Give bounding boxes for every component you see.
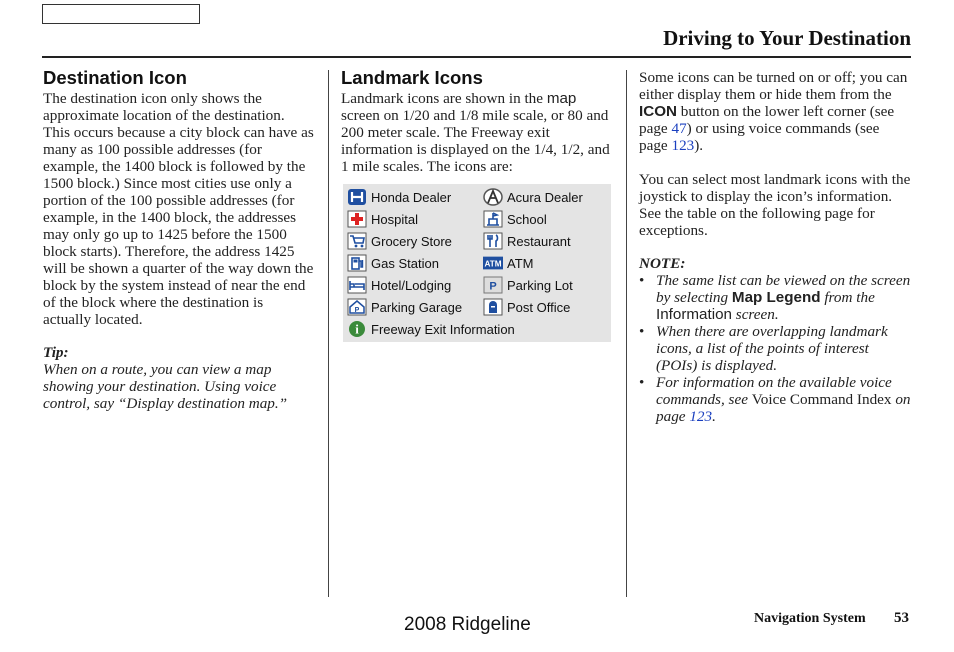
note-text: on page xyxy=(656,391,911,425)
column-divider-left xyxy=(328,70,329,597)
icon-label: Grocery Store xyxy=(371,233,452,249)
icon-label: Honda Dealer xyxy=(371,189,452,205)
landmark-intro-text-2: screen on 1/20 and 1/8 mile scale, or 80 and 200 meter scale. The Freeway exit information is displayed on the 1/4, 1/2, and 1 mile scales. The icons are: xyxy=(341,107,610,175)
page-title: Driving to Your Destination xyxy=(663,26,911,50)
icon-label: Hospital xyxy=(371,211,418,227)
page-link-123[interactable]: 123 xyxy=(671,137,695,154)
hospital-icon xyxy=(347,210,367,228)
tip-label: Tip: xyxy=(43,344,69,361)
header-rule xyxy=(42,56,911,58)
map-screen-ref: map xyxy=(546,90,577,107)
icon-label: School xyxy=(507,211,547,227)
icon-toggle-paragraph xyxy=(639,69,911,154)
mailbox-icon xyxy=(483,298,503,316)
atm-icon xyxy=(483,254,503,272)
icon-label: Post Office xyxy=(507,299,571,315)
note-text: When there are overlapping landmark icons, a list of the points of interest (POIs) is displayed. xyxy=(656,323,888,374)
note-text: For information on the available voice commands, see xyxy=(656,374,892,408)
icon-button-ref: ICON xyxy=(639,103,677,120)
svg-text:ATM: ATM xyxy=(484,259,502,269)
parking-garage-icon xyxy=(347,298,367,316)
landmark-icon-table xyxy=(343,184,611,342)
right-column xyxy=(639,69,911,425)
header-tab-box xyxy=(42,4,200,24)
note-text: The same list can be viewed on the screen by selecting xyxy=(656,272,911,306)
icon-entry xyxy=(347,186,451,208)
bullet: • xyxy=(639,374,645,391)
footer-section: Navigation System xyxy=(754,611,866,626)
restaurant-icon xyxy=(483,232,503,250)
icon-table-row xyxy=(343,230,611,252)
joystick-paragraph: You can select most landmark icons with the joystick to display the icon’s information. See the table on the following page for exceptions. xyxy=(639,171,911,239)
icon-table-row xyxy=(343,208,611,230)
icon-entry xyxy=(483,208,547,230)
icon-entry xyxy=(483,186,583,208)
bullet: • xyxy=(639,323,645,340)
icon-toggle-text-2: button on the lower left corner (see page xyxy=(639,103,895,137)
note-text: from the xyxy=(820,289,875,306)
info-icon xyxy=(347,320,367,338)
icon-entry xyxy=(347,296,462,318)
icon-entry xyxy=(347,274,451,296)
svg-text:P: P xyxy=(489,280,497,293)
icon-toggle-text: Some icons can be turned on or off; you can either display them or hide them from the xyxy=(639,69,908,103)
icon-label: Parking Lot xyxy=(507,277,573,293)
icon-entry xyxy=(347,252,439,274)
icon-label: Acura Dealer xyxy=(507,189,583,205)
svg-text:P: P xyxy=(354,307,360,314)
icon-label: ATM xyxy=(507,255,534,271)
svg-text:i: i xyxy=(355,321,359,337)
icon-entry xyxy=(347,208,418,230)
note-item xyxy=(639,272,911,323)
page-link-123-note[interactable]: 123 xyxy=(689,408,713,425)
left-column xyxy=(43,66,315,412)
icon-label: Freeway Exit Information xyxy=(371,321,515,337)
voice-command-index-ref: Voice Command Index xyxy=(751,391,892,408)
school-icon xyxy=(483,210,503,228)
icon-entry xyxy=(347,318,515,340)
destination-icon-heading: Destination Icon xyxy=(43,67,187,88)
note-text: screen. xyxy=(731,306,779,323)
icon-entry xyxy=(483,252,533,274)
icon-entry xyxy=(347,230,452,252)
honda-icon xyxy=(347,188,367,206)
middle-column xyxy=(341,66,613,175)
note-list xyxy=(639,272,911,425)
icon-toggle-text-4: ). xyxy=(694,137,704,154)
destination-icon-body: The destination icon only shows the approximate location of the destination. This occurs because a city block can have as many as 100 possible addresses (for example, the 1400 block is followed by the 1500 block.) Since most cities use only a portion of the 100 possible addresses (for example, in the 1400 block, the addresses may only go up to 1425 before the 1500 block starts). Therefore, the address 1425 will be shown a quarter of the way down the block by the system instead of near the end of the block where the destination is actually located. xyxy=(43,90,314,328)
icon-label: Restaurant xyxy=(507,233,571,249)
page-number: 53 xyxy=(894,610,909,626)
icon-table-row xyxy=(343,186,611,208)
map-legend-ref: Map Legend xyxy=(731,289,821,306)
icon-table-row xyxy=(343,296,611,318)
parking-lot-icon xyxy=(483,276,503,294)
note-text: . xyxy=(712,408,716,425)
note-item xyxy=(639,323,911,374)
acura-icon xyxy=(483,188,503,206)
icon-table-row xyxy=(343,274,611,296)
landmark-intro xyxy=(341,90,613,175)
note-label: NOTE: xyxy=(639,255,686,272)
page-link-47[interactable]: 47 xyxy=(671,120,687,137)
information-screen-ref: Information xyxy=(656,306,732,323)
landmark-intro-text: Landmark icons are shown in the xyxy=(341,90,547,107)
icon-label: Parking Garage xyxy=(371,299,463,315)
note-item xyxy=(639,374,911,425)
icon-table-row xyxy=(343,318,611,340)
grocery-cart-icon xyxy=(347,232,367,250)
icon-label: Gas Station xyxy=(371,255,439,271)
icon-table-row xyxy=(343,252,611,274)
icon-entry xyxy=(483,274,573,296)
icon-entry xyxy=(483,230,571,252)
landmark-icons-heading: Landmark Icons xyxy=(341,67,483,88)
gas-pump-icon xyxy=(347,254,367,272)
footer-model: 2008 Ridgeline xyxy=(404,614,531,635)
column-divider-right xyxy=(626,70,627,597)
bullet: • xyxy=(639,272,645,289)
icon-toggle-text-3: ) or using voice commands (see page xyxy=(639,120,880,154)
icon-label: Hotel/Lodging xyxy=(371,277,452,293)
icon-entry xyxy=(483,296,570,318)
bed-icon xyxy=(347,276,367,294)
tip-text: When on a route, you can view a map showing your destination. Using voice control, say “Display destination map.” xyxy=(43,361,288,412)
